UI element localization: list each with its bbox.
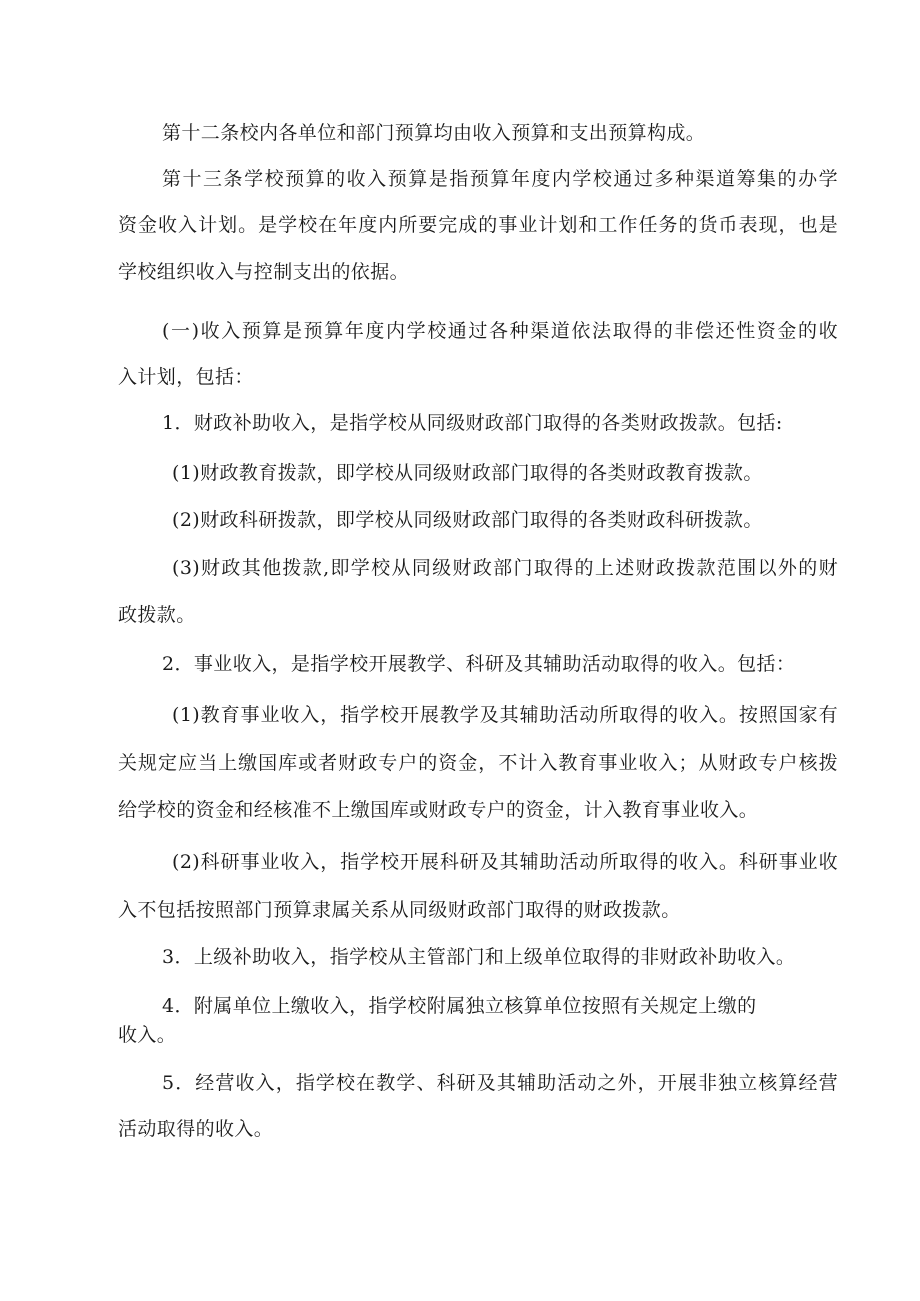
paragraph-line: 第十三条学校预算的收入预算是指预算年度内学校通过多种渠道筹集的办学 xyxy=(162,168,838,190)
paragraph-line: (一)收入预算是预算年度内学校通过各种渠道依法取得的非偿还性资金的收 xyxy=(162,320,838,342)
paragraph-line: 5．经营收入，指学校在教学、科研及其辅助活动之外，开展非独立核算经营 xyxy=(162,1072,838,1094)
paragraph-line: 学校组织收入与控制支出的依据。 xyxy=(118,261,410,283)
paragraph-line: 1．财政补助收入，是指学校从同级财政部门取得的各类财政拨款。包括: xyxy=(162,412,783,434)
paragraph-line: (2)科研事业收入，指学校开展科研及其辅助活动所取得的收入。科研事业收 xyxy=(172,851,838,873)
paragraph-line: 政拨款。 xyxy=(118,604,196,626)
paragraph-line: (1)财政教育拨款，即学校从同级财政部门取得的各类财政教育拨款。 xyxy=(172,462,763,484)
paragraph-line: (1)教育事业收入，指学校开展教学及其辅助活动所取得的收入。按照国家有 xyxy=(172,704,838,726)
paragraph-line: 入不包括按照部门预算隶属关系从同级财政部门取得的财政拨款。 xyxy=(118,899,681,921)
paragraph-line: (3)财政其他拨款,即学校从同级财政部门取得的上述财政拨款范围以外的财 xyxy=(172,557,838,579)
paragraph-line: 4．附属单位上缴收入，指学校附属独立核算单位按照有关规定上缴的 xyxy=(162,995,757,1017)
paragraph-line: 3．上级补助收入，指学校从主管部门和上级单位取得的非财政补助收入。 xyxy=(162,946,796,968)
paragraph-line: (2)财政科研拨款，即学校从同级财政部门取得的各类财政科研拨款。 xyxy=(172,509,763,531)
paragraph-line: 第十二条校内各单位和部门预算均由收入预算和支出预算构成。 xyxy=(162,122,706,144)
paragraph-line: 给学校的资金和经核准不上缴国库或财政专户的资金，计入教育事业收入。 xyxy=(118,799,759,821)
paragraph-line: 2．事业收入，是指学校开展教学、科研及其辅助活动取得的收入。包括： xyxy=(162,653,796,675)
paragraph-line: 关规定应当上缴国库或者财政专户的资金，不计入教育事业收入；从财政专户核拨 xyxy=(118,752,838,774)
paragraph-line: 收入。 xyxy=(118,1024,177,1046)
paragraph-line: 入计划，包括： xyxy=(118,366,254,388)
paragraph-line: 资金收入计划。是学校在年度内所要完成的事业计划和工作任务的货币表现，也是 xyxy=(118,214,838,236)
paragraph-line: 活动取得的收入。 xyxy=(118,1118,274,1140)
